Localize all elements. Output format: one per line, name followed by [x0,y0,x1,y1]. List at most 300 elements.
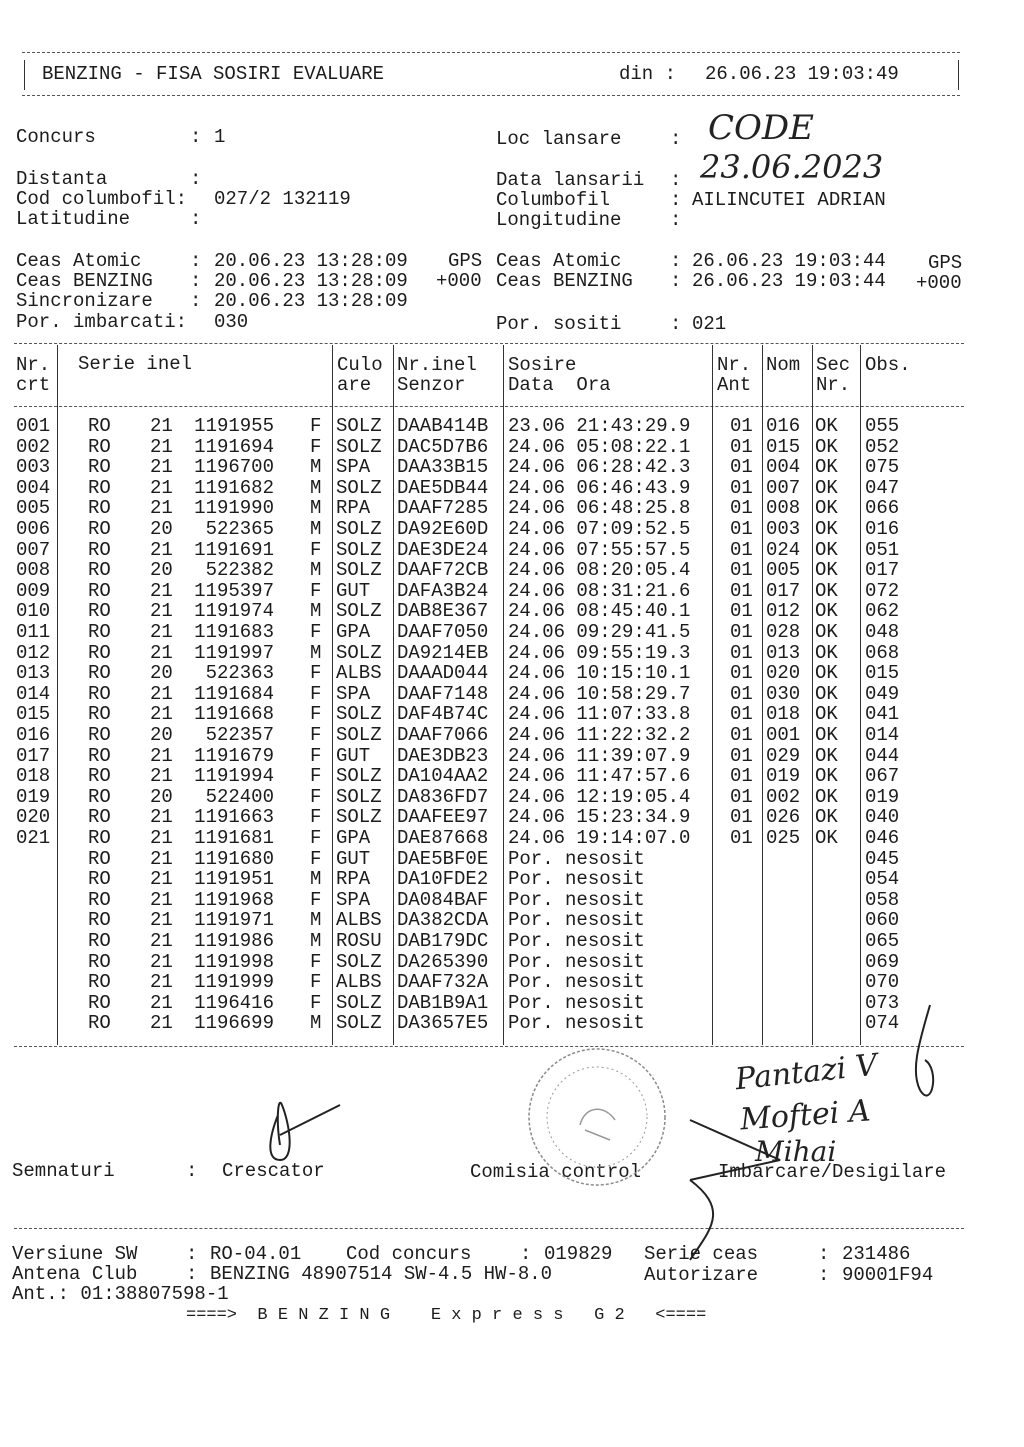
cell-nom: 029 [766,744,801,767]
cell-nom: 020 [766,662,801,685]
cell-tara: RO [88,868,111,891]
cell-inel: 522363 [205,662,274,685]
cell-nom: 007 [766,476,801,499]
cell-an: 20 [150,518,173,540]
table-top-border [14,343,964,344]
cell-culoare: ROSU [336,930,382,952]
cell-culoare: SOLZ [336,435,382,458]
cell-nom: 018 [766,703,801,726]
header-nr-ant-1: Nr. [717,354,752,376]
colon: : [186,1243,198,1265]
cell-inel: 1196700 [194,456,274,479]
colon: : [670,128,682,150]
cell-culoare: GUT [336,579,371,602]
cell-obs: 066 [865,497,900,520]
cell-culoare: SOLZ [336,1012,382,1035]
cell-sex: F [310,991,322,1014]
cell-culoare: GUT [336,847,371,870]
cell-obs: 048 [865,621,900,643]
cell-an: 21 [150,600,173,623]
colon: : [670,250,682,272]
cell-tara: RO [88,600,111,623]
sincronizare-value: 20.06.23 13:28:09 [214,290,408,312]
cell-ant: 01 [730,765,753,788]
cell-senzor: DA836FD7 [397,785,489,808]
cell-an: 21 [150,579,173,602]
column-divider [812,345,813,1045]
semnaturi-label: Semnaturi [12,1160,115,1182]
cell-an: 21 [150,827,173,849]
cell-an: 21 [150,415,173,437]
cell-tara: RO [88,744,111,767]
cell-sex: F [310,415,322,437]
cell-an: 21 [150,909,173,932]
colon: : [670,169,682,191]
cell-sec: OK [815,435,838,458]
cell-culoare: SOLZ [336,806,382,829]
cell-tara: RO [88,991,111,1014]
cell-nom: 008 [766,497,801,520]
header-sosire: Sosire [508,354,577,376]
cell-sex: F [310,827,322,849]
cell-sex: F [310,847,322,870]
cell-obs: 060 [865,909,900,932]
colon: : [520,1243,532,1265]
cell-sosire: 24.06 12:19:05.4 [508,785,691,808]
cell-sex: M [310,930,322,952]
cell-an: 21 [150,497,173,520]
cell-obs: 044 [865,744,900,767]
cell-an: 20 [150,724,173,746]
header-nr: Nr. [16,354,51,376]
cell-tara: RO [88,476,111,499]
column-divider [712,345,713,1045]
cell-an: 21 [150,621,173,643]
ceas-benzing-label: Ceas BENZING [496,270,633,292]
cell-nr: 008 [16,559,51,582]
signature-pantazi: Pantazi V [733,1047,880,1098]
cell-sosire: 24.06 08:20:05.4 [508,559,691,582]
cell-sec: OK [815,806,838,829]
cell-nom: 015 [766,435,801,458]
cell-inel: 1191681 [194,827,274,849]
cell-sex: F [310,765,322,788]
cell-senzor: DAC5D7B6 [397,435,489,458]
cell-sosire: 24.06 09:29:41.5 [508,621,691,643]
cell-senzor: DAF4B74C [397,703,489,726]
cell-inel: 1191997 [194,641,274,664]
cell-sec: OK [815,415,838,437]
cell-tara: RO [88,703,111,726]
cell-ant: 01 [730,703,753,726]
cell-an: 21 [150,991,173,1014]
cell-an: 20 [150,662,173,685]
cell-nom: 012 [766,600,801,623]
por-sositi-value: 021 [692,313,727,335]
cell-sex: M [310,868,322,891]
colon: : [190,270,202,292]
cell-tara: RO [88,435,111,458]
cell-nom: 030 [766,682,801,705]
cell-nr: 007 [16,538,51,561]
cell-obs: 045 [865,847,900,870]
cell-senzor: DAAFEE97 [397,806,489,829]
cell-tara: RO [88,497,111,520]
cell-culoare: SOLZ [336,415,382,437]
cell-nom: 005 [766,559,801,582]
cell-inel: 1196699 [194,1012,274,1035]
cell-sosire: Por. nesosit [508,991,645,1014]
header-culoare-1: Culo [337,354,383,376]
cell-culoare: SOLZ [336,476,382,499]
cell-sosire: 24.06 11:39:07.9 [508,744,691,767]
cell-ant: 01 [730,641,753,664]
cell-sosire: 24.06 08:31:21.6 [508,579,691,602]
cell-an: 21 [150,476,173,499]
left-ceas-benzing-suffix: +000 [436,270,482,292]
cell-nr: 006 [16,518,51,540]
cell-ant: 01 [730,806,753,829]
imbarcare-desigilare-label: Imbarcare/Desigilare [718,1161,947,1183]
serie-ceas-value: 231486 [842,1243,911,1265]
cell-obs: 017 [865,559,900,582]
cell-obs: 051 [865,538,900,561]
header-din-label: din : [619,63,677,85]
cell-obs: 049 [865,682,900,705]
cell-an: 21 [150,888,173,911]
cell-culoare: GUT [336,744,371,767]
cell-senzor: DAAF7066 [397,724,489,746]
cell-culoare: SOLZ [336,991,382,1014]
cell-an: 21 [150,435,173,458]
autorizare-label: Autorizare [644,1264,759,1286]
cell-sosire: Por. nesosit [508,950,645,973]
cell-tara: RO [88,806,111,829]
distanta-label: Distanta [16,168,108,190]
cell-sec: OK [815,538,838,561]
cell-sosire: 24.06 07:55:57.5 [508,538,691,561]
cell-sosire: 24.06 06:48:25.8 [508,497,691,520]
cell-sec: OK [815,456,838,479]
cell-inel: 1191694 [194,435,274,458]
latitudine-label: Latitudine [16,208,131,230]
cell-nr: 005 [16,497,51,520]
cell-senzor: DAAB414B [397,415,489,437]
cell-nr: 014 [16,682,51,705]
cell-tara: RO [88,538,111,561]
cell-sex: F [310,579,322,602]
cell-sosire: 24.06 11:47:57.6 [508,765,691,788]
cell-sec: OK [815,703,838,726]
header-senzor: Senzor [397,374,466,396]
cell-ant: 01 [730,662,753,685]
cell-an: 21 [150,1012,173,1035]
cell-sec: OK [815,765,838,788]
header-culoare-2: are [337,374,372,396]
semnaturi-colon: : [186,1160,198,1182]
cell-sex: F [310,950,322,973]
cell-sosire: Por. nesosit [508,1012,645,1035]
cell-sex: M [310,909,322,932]
cell-obs: 055 [865,415,900,437]
cod-columbofil-label: Cod columbofil: [16,188,188,210]
versiune-sw-value: RO-04.01 [210,1243,302,1265]
cell-sec: OK [815,744,838,767]
header-din-value: 26.06.23 19:03:49 [705,63,899,85]
cell-sex: M [310,518,322,540]
cell-sosire: 24.06 08:45:40.1 [508,600,691,623]
column-divider [332,345,333,1045]
cell-nr: 003 [16,456,51,479]
cell-nr: 012 [16,641,51,664]
cell-ant: 01 [730,497,753,520]
cell-nom: 004 [766,456,801,479]
cell-inel: 1191682 [194,476,274,499]
cell-sex: M [310,559,322,582]
cell-tara: RO [88,930,111,952]
cell-sosire: Por. nesosit [508,930,645,952]
cell-culoare: SOLZ [336,538,382,561]
cell-senzor: DAFA3B24 [397,579,489,602]
serie-ceas-label: Serie ceas [644,1243,759,1265]
cell-culoare: SOLZ [336,765,382,788]
cell-obs: 016 [865,518,900,540]
cell-culoare: SOLZ [336,518,382,540]
crescator-label: Crescator [222,1160,325,1182]
cell-obs: 065 [865,930,900,952]
cell-an: 21 [150,930,173,952]
cell-obs: 073 [865,991,900,1014]
data-lansarii-handwritten: 23.06.2023 [700,148,884,186]
ceas-benzing-label: Ceas BENZING [16,270,153,292]
header-serie-inel: Serie inel [78,353,193,375]
cell-ant: 01 [730,785,753,808]
cell-culoare: RPA [336,497,371,520]
cell-ant: 01 [730,621,753,643]
cell-obs: 015 [865,662,900,685]
cell-nom: 001 [766,724,801,746]
signature-mihai: Mihai [755,1135,837,1168]
crescator-signature [250,1075,370,1185]
columbofil-label: Columbofil [496,189,611,211]
cell-nr: 002 [16,435,51,458]
colon: : [670,189,682,211]
cell-sex: M [310,456,322,479]
cell-tara: RO [88,682,111,705]
imbarcare-signature-stroke [670,1000,970,1280]
cell-an: 21 [150,682,173,705]
cell-an: 21 [150,703,173,726]
right-ceas-benzing-value: 26.06.23 19:03:44 [692,270,886,292]
cell-sec: OK [815,518,838,540]
cell-sec: OK [815,724,838,746]
header-top-border [22,52,960,53]
cell-tara: RO [88,785,111,808]
cell-nr: 021 [16,827,51,849]
cell-sex: M [310,476,322,499]
cell-tara: RO [88,1012,111,1035]
cell-senzor: DAB8E367 [397,600,489,623]
loc-lansare-handwritten: CODE [708,108,814,148]
por-sositi-label: Por. sositi [496,313,622,335]
ceas-atomic-label: Ceas Atomic [16,250,142,272]
cell-obs: 019 [865,785,900,808]
colon: : [670,209,682,231]
header-right-border [958,60,959,90]
cell-an: 21 [150,868,173,891]
cell-ant: 01 [730,600,753,623]
cell-an: 20 [150,559,173,582]
cell-tara: RO [88,579,111,602]
cell-sosire: Por. nesosit [508,909,645,932]
cell-culoare: ALBS [336,662,382,685]
cell-nom: 025 [766,827,801,849]
cell-culoare: RPA [336,868,371,891]
cell-ant: 01 [730,538,753,561]
cell-nr: 017 [16,744,51,767]
column-divider [57,345,58,1045]
cell-inel: 1191691 [194,538,274,561]
cell-sosire: 24.06 15:23:34.9 [508,806,691,829]
header-sec-1: Sec [816,354,851,376]
cell-sosire: 24.06 10:15:10.1 [508,662,691,685]
cell-sec: OK [815,785,838,808]
cell-senzor: DAAF7148 [397,682,489,705]
cell-inel: 1191679 [194,744,274,767]
cell-inel: 1191990 [194,497,274,520]
cell-senzor: DAAF7285 [397,497,489,520]
colon: : [670,313,682,335]
cell-tara: RO [88,950,111,973]
cell-an: 21 [150,744,173,767]
cell-sosire: Por. nesosit [508,888,645,911]
cell-senzor: DAE5DB44 [397,476,489,499]
cell-ant: 01 [730,827,753,849]
cell-tara: RO [88,641,111,664]
cell-sec: OK [815,579,838,602]
cell-obs: 062 [865,600,900,623]
cell-tara: RO [88,909,111,932]
cell-sec: OK [815,476,838,499]
cell-an: 21 [150,765,173,788]
cell-ant: 01 [730,579,753,602]
cell-tara: RO [88,827,111,849]
cell-obs: 067 [865,765,900,788]
cell-senzor: DA10FDE2 [397,868,489,891]
cell-culoare: SOLZ [336,785,382,808]
document-title: BENZING - FISA SOSIRI EVALUARE [42,63,385,85]
cell-senzor: DA3657E5 [397,1012,489,1035]
concurs-label: Concurs [16,126,96,148]
cell-an: 21 [150,847,173,870]
cod-columbofil-value: 027/2 132119 [214,188,351,210]
cell-sec: OK [815,827,838,849]
cell-nom: 024 [766,538,801,561]
antena-club-value: BENZING 48907514 SW-4.5 HW-8.0 [210,1263,553,1285]
cell-sex: F [310,724,322,746]
cell-culoare: SOLZ [336,950,382,973]
header-nr-inel: Nr.inel [397,354,477,376]
cell-inel: 522365 [205,518,274,540]
cell-obs: 047 [865,476,900,499]
cell-nom: 016 [766,415,801,437]
cell-nr: 020 [16,806,51,829]
cell-senzor: DAAF732A [397,971,489,994]
cell-inel: 1191999 [194,971,274,994]
concurs-value: 1 [214,126,226,148]
cell-sosire: Por. nesosit [508,868,645,891]
cell-sex: F [310,785,322,808]
cell-nr: 018 [16,765,51,788]
cell-culoare: ALBS [336,909,382,932]
cell-culoare: GPA [336,827,371,849]
cell-inel: 1191968 [194,888,274,911]
cell-culoare: SPA [336,456,371,479]
cell-sex: F [310,888,322,911]
cell-senzor: DAB1B9A1 [397,991,489,1014]
footer-top-border [14,1228,964,1229]
cell-nom: 017 [766,579,801,602]
cell-an: 21 [150,641,173,664]
right-ceas-benzing-suffix: +000 [916,272,962,294]
header-sec-2: Nr. [816,374,851,396]
cell-obs: 068 [865,641,900,664]
cell-senzor: DAA33B15 [397,456,489,479]
cell-senzor: DAE3DB23 [397,744,489,767]
cell-ant: 01 [730,518,753,540]
cell-sosire: Por. nesosit [508,847,645,870]
colon: : [186,1263,198,1285]
colon: : [190,168,202,190]
cell-culoare: SOLZ [336,641,382,664]
column-divider [503,345,504,1045]
columbofil-value: AILINCUTEI ADRIAN [692,189,886,211]
cell-an: 21 [150,950,173,973]
autorizare-value: 90001F94 [842,1264,934,1286]
table-header-bottom-border [14,406,964,407]
cell-culoare: ALBS [336,971,382,994]
cell-tara: RO [88,724,111,746]
cell-culoare: GPA [336,621,371,643]
header-crt: crt [16,374,51,396]
cell-inel: 1196416 [194,991,274,1014]
cell-an: 21 [150,806,173,829]
por-imbarcati-label: Por. imbarcati: [16,311,188,333]
header-nr-ant-2: Ant [717,374,752,396]
cell-inel: 1191680 [194,847,274,870]
cell-sec: OK [815,641,838,664]
cell-obs: 041 [865,703,900,726]
cell-inel: 522400 [205,785,274,808]
cell-obs: 058 [865,888,900,911]
cell-sex: F [310,971,322,994]
column-divider [860,345,861,1045]
cell-obs: 054 [865,868,900,891]
cell-sec: OK [815,662,838,685]
cell-nr: 013 [16,662,51,685]
cell-inel: 1191668 [194,703,274,726]
header-bottom-border [22,95,960,96]
cell-nr: 016 [16,724,51,746]
cell-inel: 522357 [205,724,274,746]
cell-senzor: DAAF72CB [397,559,489,582]
cell-sosire: Por. nesosit [508,971,645,994]
cell-sosire: 24.06 09:55:19.3 [508,641,691,664]
cell-sex: M [310,497,322,520]
cell-sec: OK [815,682,838,705]
cell-nr: 001 [16,415,51,437]
cell-senzor: DA084BAF [397,888,489,911]
